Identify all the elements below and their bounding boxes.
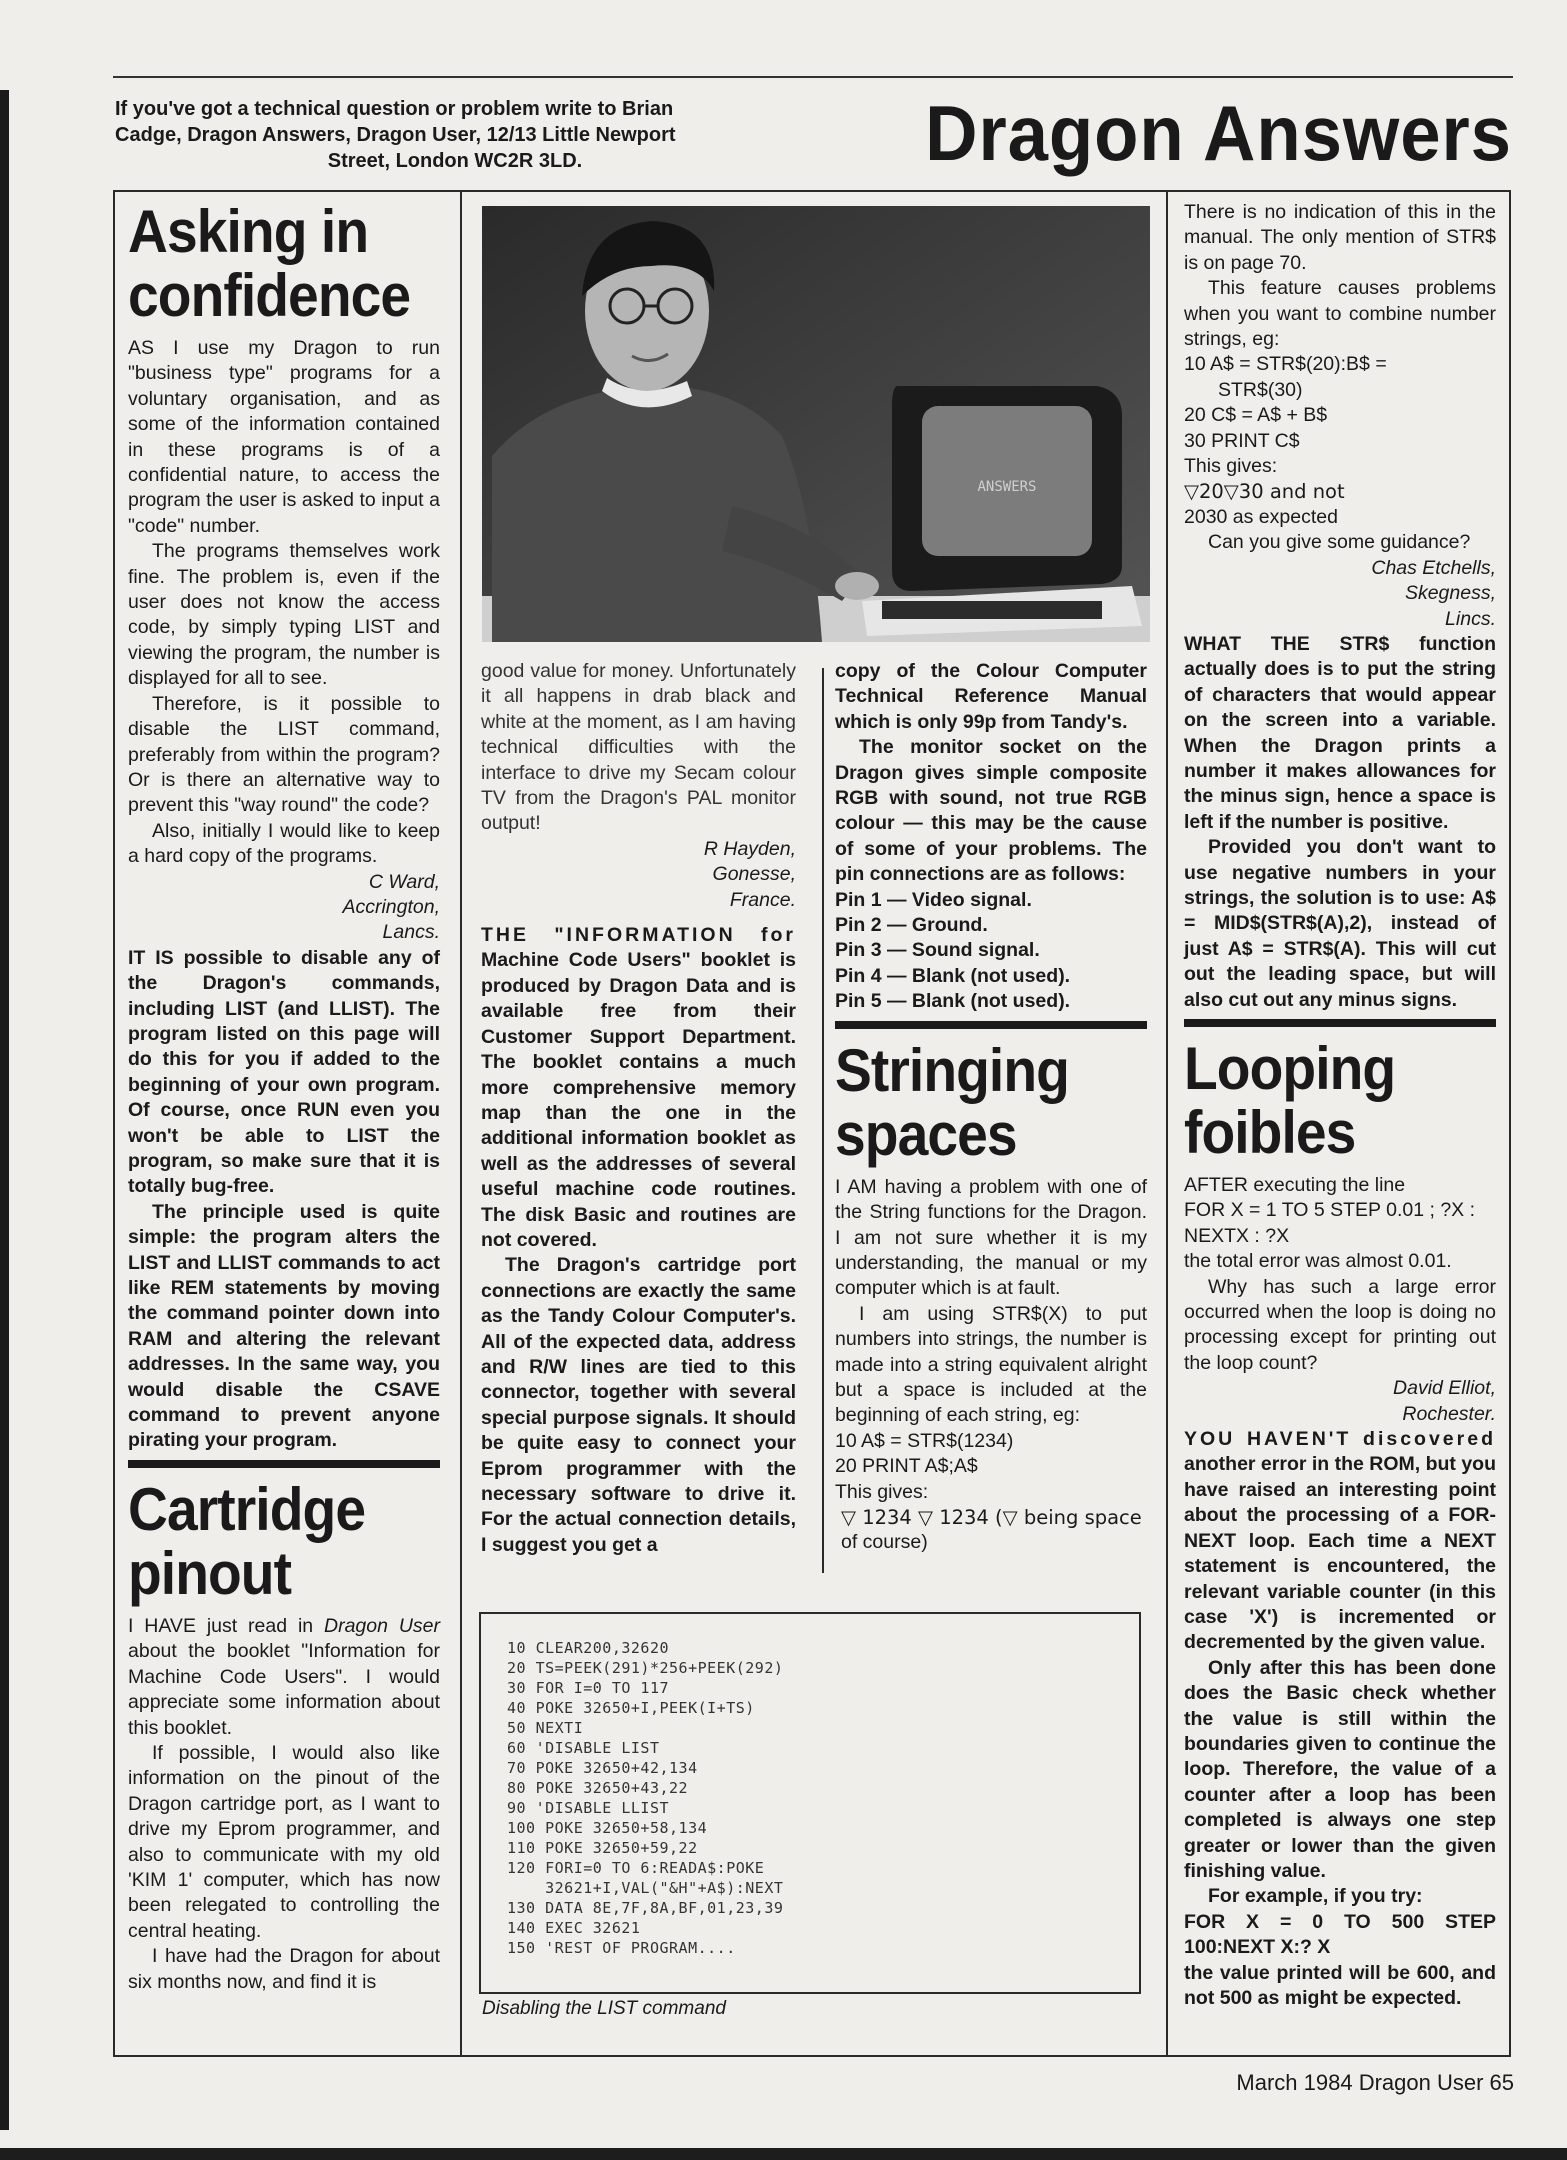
code-listing [507, 1638, 1139, 1958]
answer-1-para-1: IT IS possible to disable any of the Dragon's commands, including LIST (and LLIST). The program listed on this page will do this for you if added to the beginning of your own program. Of course, once RUN even you won't be able to LIST the program, so make sure that it is totally bug-free. [128, 946, 440, 1198]
answer-2-para-1-text: Machine Code Users" booklet is produced by Dragon Data and is available free from their Customer Support Department. The booklet contains a much more comprehensive memory map than the one in the additional information booklet as well as the addresses of several useful machine code routines. The disk Basic and routines are not covered. [481, 949, 796, 1251]
answer-1-para-2: The principle used is quite simple: the program alters the LIST and LLIST commands to act like REM statements by moving the command pointer down into RAM and altering the relevant addresses. In the same way, you would disable the CSAVE command to prevent anyone pirating your program. [128, 1200, 440, 1452]
pin-2: Pin 2 — Ground. [835, 914, 988, 937]
column-divider-1 [460, 190, 462, 2057]
answer-4-para-1-text: another error in the ROM, but you have raised an interesting point about the processing of a FOR-NEXT loop. Each time a NEXT statement is encountered, the relevant variable counter (in this case 'X') is incremented or decremented by the given value. [1184, 1453, 1497, 1654]
question-4-para-1: AFTER executing the line [1184, 1174, 1406, 1196]
question-4-para-3: Why has such a large error occurred when the loop is doing no processing except for printing out the loop count? [1184, 1275, 1496, 1374]
code-line: 140 EXEC 32621 [507, 1919, 641, 1937]
code-line: 130 DATA 8E,7F,8A,BF,01,23,39 [507, 1899, 784, 1917]
answer-4-para-2: Only after this has been done does the Basic check whether the value is still within the boundaries given to continue the loop. Therefore, the value of a counter after a loop has been completed is always one step greater or lower than the given finishing value. [1184, 1656, 1496, 1882]
answer-4-para-1 [1184, 1427, 1496, 1656]
question-3-example-gives: This gives: [1184, 455, 1278, 478]
code-line: 70 POKE 32650+42,134 [507, 1759, 698, 1777]
column-divider-2 [822, 668, 824, 1573]
question-3-para-4: This feature causes problems when you want to combine number strings, eg: [1184, 277, 1496, 351]
header-info-line1: If you've got a technical question or problem write to Brian [115, 98, 674, 120]
column-divider-3 [1166, 190, 1168, 2057]
page-footer: March 1984 Dragon User 65 [1236, 2070, 1514, 2095]
question-3-para-2: I am using STR$(X) to put numbers into strings, the number is made into a string equivalent alright but a space is included at the beginning of each string, eg: [835, 1302, 1147, 1427]
section-rule-3 [1184, 1019, 1496, 1027]
column-4 [1184, 200, 1496, 2011]
column-2 [481, 659, 796, 1558]
question-3-example-1: 10 A$ = STR$(20):B$ = [1184, 353, 1387, 376]
signature-county: Lancs. [382, 921, 440, 944]
question-3-guidance: Can you give some guidance? [1208, 531, 1471, 554]
question-3-example-2: 20 C$ = A$ + B$ [1184, 404, 1328, 427]
code-line: 50 NEXTI [507, 1719, 584, 1737]
answer-3-para-2: Provided you don't want to use negative numbers in your strings, the solution is to use: A$ = MID$(STR$(A),2), instead of just A$ = STR$(A). This will cut out the leading space, but will also cut out any minus signs. [1184, 836, 1496, 1011]
question-2-para-2: If possible, I would also like information on the pinout of the Dragon cartridge port, as I want to drive my Eprom programmer, and also to communicate with my old 'KIM 1' computer, which has now been relegated to controlling the central heating. [128, 1741, 440, 1942]
question-3-example-3: 30 PRINT C$ [1184, 429, 1300, 452]
column-1 [128, 196, 440, 1995]
section-rule-2 [835, 1021, 1147, 1029]
signature-4-name: David Elliot, [1393, 1377, 1496, 1400]
signature-2-name: R Hayden, [703, 837, 796, 860]
signature-3-town: Skegness, [1404, 582, 1496, 605]
signature-4-town: Rochester. [1402, 1402, 1496, 1425]
heading-asking-in-confidence: Asking in confidence [128, 198, 411, 329]
signature-town: Accrington, [342, 895, 440, 918]
question-3-gives: This gives: [835, 1480, 929, 1503]
question-3-example-result: ▽20▽30 and not [1184, 480, 1345, 504]
answer-2-lead-caps: THE "INFORMATION for [481, 924, 796, 947]
answer-4-para-3: For example, if you try: [1208, 1885, 1423, 1908]
heading-looping-foibles: Looping foibles [1184, 1035, 1396, 1166]
question-1-para-2: The programs themselves work fine. The problem is, even if the user does not know the access code, by simply typing LIST and viewing the program, the number is displayed for all to see. [128, 540, 440, 690]
code-line: 100 POKE 32650+58,134 [507, 1819, 708, 1837]
question-1-para-4: Also, initially I would like to keep a hard copy of the programs. [128, 819, 440, 868]
question-1-para-1: AS I use my Dragon to run "business type" programs for a voluntary organisation, and as some of the information contained in these programs is of a confidential nature, to access the program the user is asked to input a "code" number. [128, 337, 440, 537]
section-rule [128, 1460, 440, 1468]
code-line: 30 FOR I=0 TO 117 [507, 1679, 670, 1697]
pin-1: Pin 1 — Video signal. [835, 888, 1032, 911]
code-line: 150 'REST OF PROGRAM.... [507, 1939, 736, 1957]
question-3-code-1: 10 A$ = STR$(1234) [835, 1429, 1014, 1452]
heading-stringing-spaces: Stringing spaces [835, 1036, 1069, 1168]
question-4-code-1: FOR X = 1 TO 5 STEP 0.01 ; ?X : [1184, 1199, 1476, 1222]
question-1-para-3: Therefore, is it possible to disable the LIST command, preferably from within the program? Or is there an alternative way to prevent this "way round" the code? [128, 692, 440, 817]
question-3-result-cont: of course) [841, 1531, 928, 1554]
code-listing-caption: Disabling the LIST command [482, 1998, 726, 2019]
pin-3: Pin 3 — Sound signal. [835, 939, 1040, 962]
scan-edge-bottom [0, 2148, 1567, 2160]
answer-4-lead-caps: YOU HAVEN'T discovered [1184, 1428, 1496, 1451]
question-3-code-2: 20 PRINT A$;A$ [835, 1455, 978, 1478]
answer-2-para-2: The Dragon's cartridge port connections are exactly the same as the Tandy Colour Computer's. All of the expected data, address and R/W lines are tied to this connector, together with several special purpose signals. It should be quite easy to connect your Eprom programmer with the necessary software to drive it. For the actual connection details, I suggest you get a [481, 1254, 796, 1556]
question-3-example-result-cont: 2030 as expected [1184, 505, 1338, 528]
code-line: 60 'DISABLE LIST [507, 1739, 660, 1757]
question-2-para-1 [128, 1614, 440, 1741]
answer-2-para-3: copy of the Colour Computer Technical Reference Manual which is only 99p from Tandy's. [835, 660, 1147, 733]
code-line: 80 POKE 32650+43,22 [507, 1779, 689, 1797]
monitor-screen-text: ANSWERS [977, 479, 1037, 495]
question-4-code-2: NEXTX : ?X [1184, 1224, 1290, 1247]
top-rule [113, 76, 1513, 78]
question-2-para-3: I have had the Dragon for about six months now, and find it is [128, 1945, 440, 1993]
code-line: 120 FORI=0 TO 6:READA$:POKE [507, 1859, 765, 1877]
section-title: Dragon Answers [925, 89, 1512, 177]
code-line: 90 'DISABLE LLIST [507, 1799, 670, 1817]
photo-illustration [482, 206, 1150, 642]
question-4-para-2: the total error was almost 0.01. [1184, 1250, 1452, 1273]
header-contact-info [115, 96, 795, 174]
column-3 [835, 659, 1147, 1556]
question-2-para-4: good value for money. Unfortunately it all happens in drab black and white at the moment, as I am having technical difficulties with the interface to drive my Secam colour TV from the Dragon's PAL monitor output! [481, 660, 796, 835]
question-3-para-1: I AM having a problem with one of the String functions for the Dragon. I am not sure whether it is my understanding, the manual or my computer which is at fault. [835, 1175, 1147, 1300]
answer-4-code: FOR X = 0 TO 500 STEP 100:NEXT X:? X [1184, 1910, 1496, 1959]
answer-4-para-4: the value printed will be 600, and not 500 as might be expected. [1184, 1961, 1496, 2009]
signature-3-name: Chas Etchells, [1371, 556, 1496, 579]
photo-man-with-computer [482, 206, 1150, 642]
scan-edge-left [0, 90, 9, 2130]
magazine-name: Dragon User [324, 1614, 441, 1637]
signature-2-country: France. [729, 888, 796, 911]
question-3-para-3: There is no indication of this in the manual. The only mention of STR$ is on page 70. [1184, 201, 1496, 274]
header-info-line2: Cadge, Dragon Answers, Dragon User, 12/13 Little Newport [115, 124, 676, 146]
answer-2-para-1 [481, 923, 796, 1253]
code-line: 10 CLEAR200,32620 [507, 1639, 670, 1657]
pin-4: Pin 4 — Blank (not used). [835, 964, 1071, 987]
question-2-rest: about the booklet "Information for Machine Code Users". I would appreciate some information about this booklet. [128, 1640, 440, 1739]
code-line: 40 POKE 32650+I,PEEK(I+TS) [507, 1699, 755, 1717]
header-info-line3: Street, London WC2R 3LD. [327, 150, 583, 172]
code-listing-box [479, 1612, 1141, 1994]
code-line: 20 TS=PEEK(291)*256+PEEK(292) [507, 1659, 784, 1677]
code-line: 110 POKE 32650+59,22 [507, 1839, 698, 1857]
question-3-result: ▽ 1234 ▽ 1234 (▽ being space [841, 1505, 1142, 1529]
signature-3-county: Lincs. [1445, 607, 1496, 630]
signature-name: C Ward, [368, 870, 440, 893]
answer-3-para-1: WHAT THE STR$ function actually does is to put the string of characters that would appear on the screen into a variable. When the Dragon prints a number it makes allowances for the minus sign, hence a space is left if the number is positive. [1184, 632, 1496, 833]
question-2-lead: I HAVE just read in [128, 1614, 324, 1637]
pin-5: Pin 5 — Blank (not used). [835, 990, 1071, 1013]
signature-2-town: Gonesse, [712, 863, 796, 886]
code-line: 32621+I,VAL("&H"+A$):NEXT [507, 1879, 784, 1897]
answer-2-para-4: The monitor socket on the Dragon gives simple composite RGB with sound, not true RGB colour — this may be the cause of some of your problems. The pin connections are as follows: [835, 736, 1147, 886]
question-3-example-1-cont: STR$(30) [1218, 378, 1303, 401]
heading-cartridge-pinout: Cartridge pinout [128, 1475, 366, 1607]
